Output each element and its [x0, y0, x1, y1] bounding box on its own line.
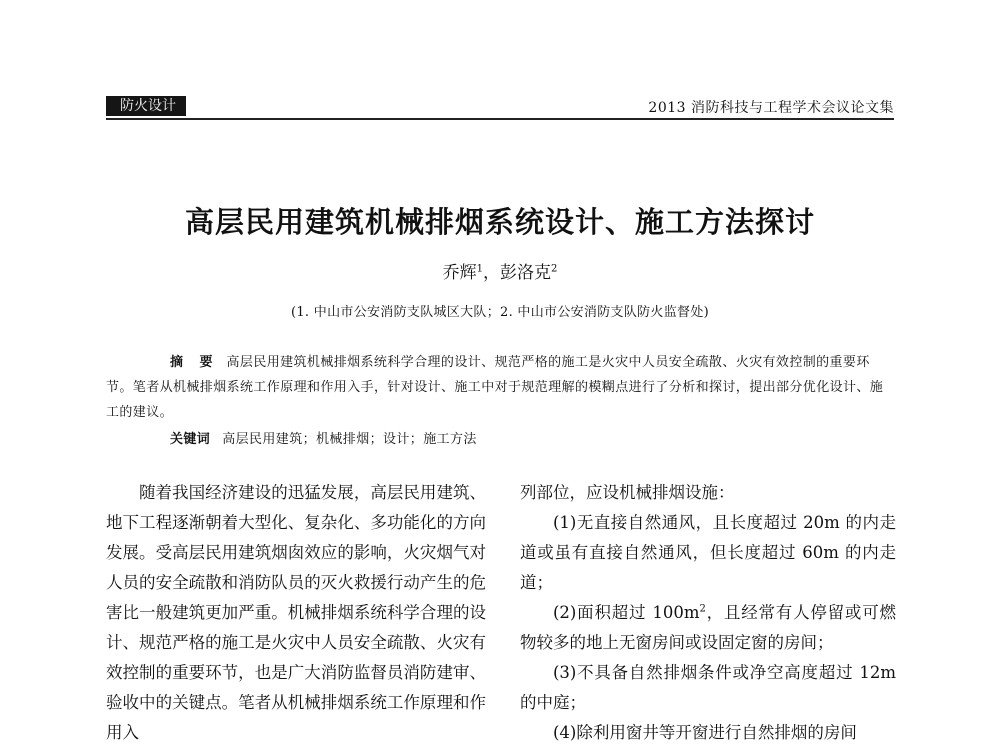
list-item-2: [520, 598, 896, 658]
keywords-text: 高层民用建筑；机械排烟；设计；施工方法: [222, 432, 477, 447]
author-1-affil-mark: 1: [476, 263, 483, 275]
abstract: [106, 350, 896, 425]
authors: [0, 258, 1000, 283]
author-1: 乔辉: [442, 263, 477, 283]
list-item-3: (3)不具备自然排烟条件或净空高度超过 12m 的中庭；: [520, 663, 896, 712]
list-item-1: (1)无直接自然通风，且长度超过 20m 的内走道或虽有直接自然通风，但长度超过 60m 的内走道；: [520, 513, 896, 592]
abstract-label: 摘 要: [170, 355, 219, 370]
journal-title: 2013 消防科技与工程学术会议论文集: [648, 100, 894, 116]
body-paragraph: 随着我国经济建设的迅猛发展，高层民用建筑、地下工程逐渐朝着大型化、复杂化、多功能化的方向发展。受高层民用建筑烟囱效应的影响，火灾烟气对人员的安全疏散和消防队员的灭火救援行动产生的危害比一般建筑更加严重。机械排烟系统科学合理的设计、规范严格的施工是火灾中人员安全疏散、火灾有效控制的重要环节，也是广大消防监督员消防建审、验收中的关键点。笔者从机械排烟系统工作原理和作用入: [106, 483, 486, 742]
author-2: 彭洛克: [500, 263, 551, 283]
list-item-4: (4)除利用窗井等开窗进行自然排烟的房间: [553, 723, 857, 742]
list-item-2-text-a: (2)面积超过 100m: [553, 603, 700, 622]
keywords: [170, 428, 477, 447]
keywords-label: 关键词: [170, 432, 211, 447]
paper-title: 高层民用建筑机械排烟系统设计、施工方法探讨: [184, 205, 815, 239]
body-paragraph-continued: 列部位，应设机械排烟设施：: [520, 483, 735, 502]
header-rule: [106, 118, 894, 120]
affiliation: (1. 中山市公安消防支队城区大队；2. 中山市公安消防支队防火监督处): [290, 305, 709, 320]
superscript: 2: [699, 603, 706, 615]
author-separator: ，: [483, 263, 500, 283]
list-item-2-text-b: ，且经常有人停留或可燃物较多的地上无窗房间或设固定窗的房间；: [520, 603, 897, 652]
abstract-text: 高层民用建筑机械排烟系统科学合理的设计、规范严格的施工是火灾中人员安全疏散、火灾有效控制的重要环节。笔者从机械排烟系统工作原理和作用入手，针对设计、施工中对于规范理解的模糊点进行了分析和探讨，提出部分优化设计、施工的建议。: [106, 355, 884, 420]
body-column-left: [106, 478, 486, 748]
body-column-right: [520, 478, 896, 748]
section-tag: 防火设计: [106, 96, 186, 116]
author-2-affil-mark: 2: [551, 263, 558, 275]
